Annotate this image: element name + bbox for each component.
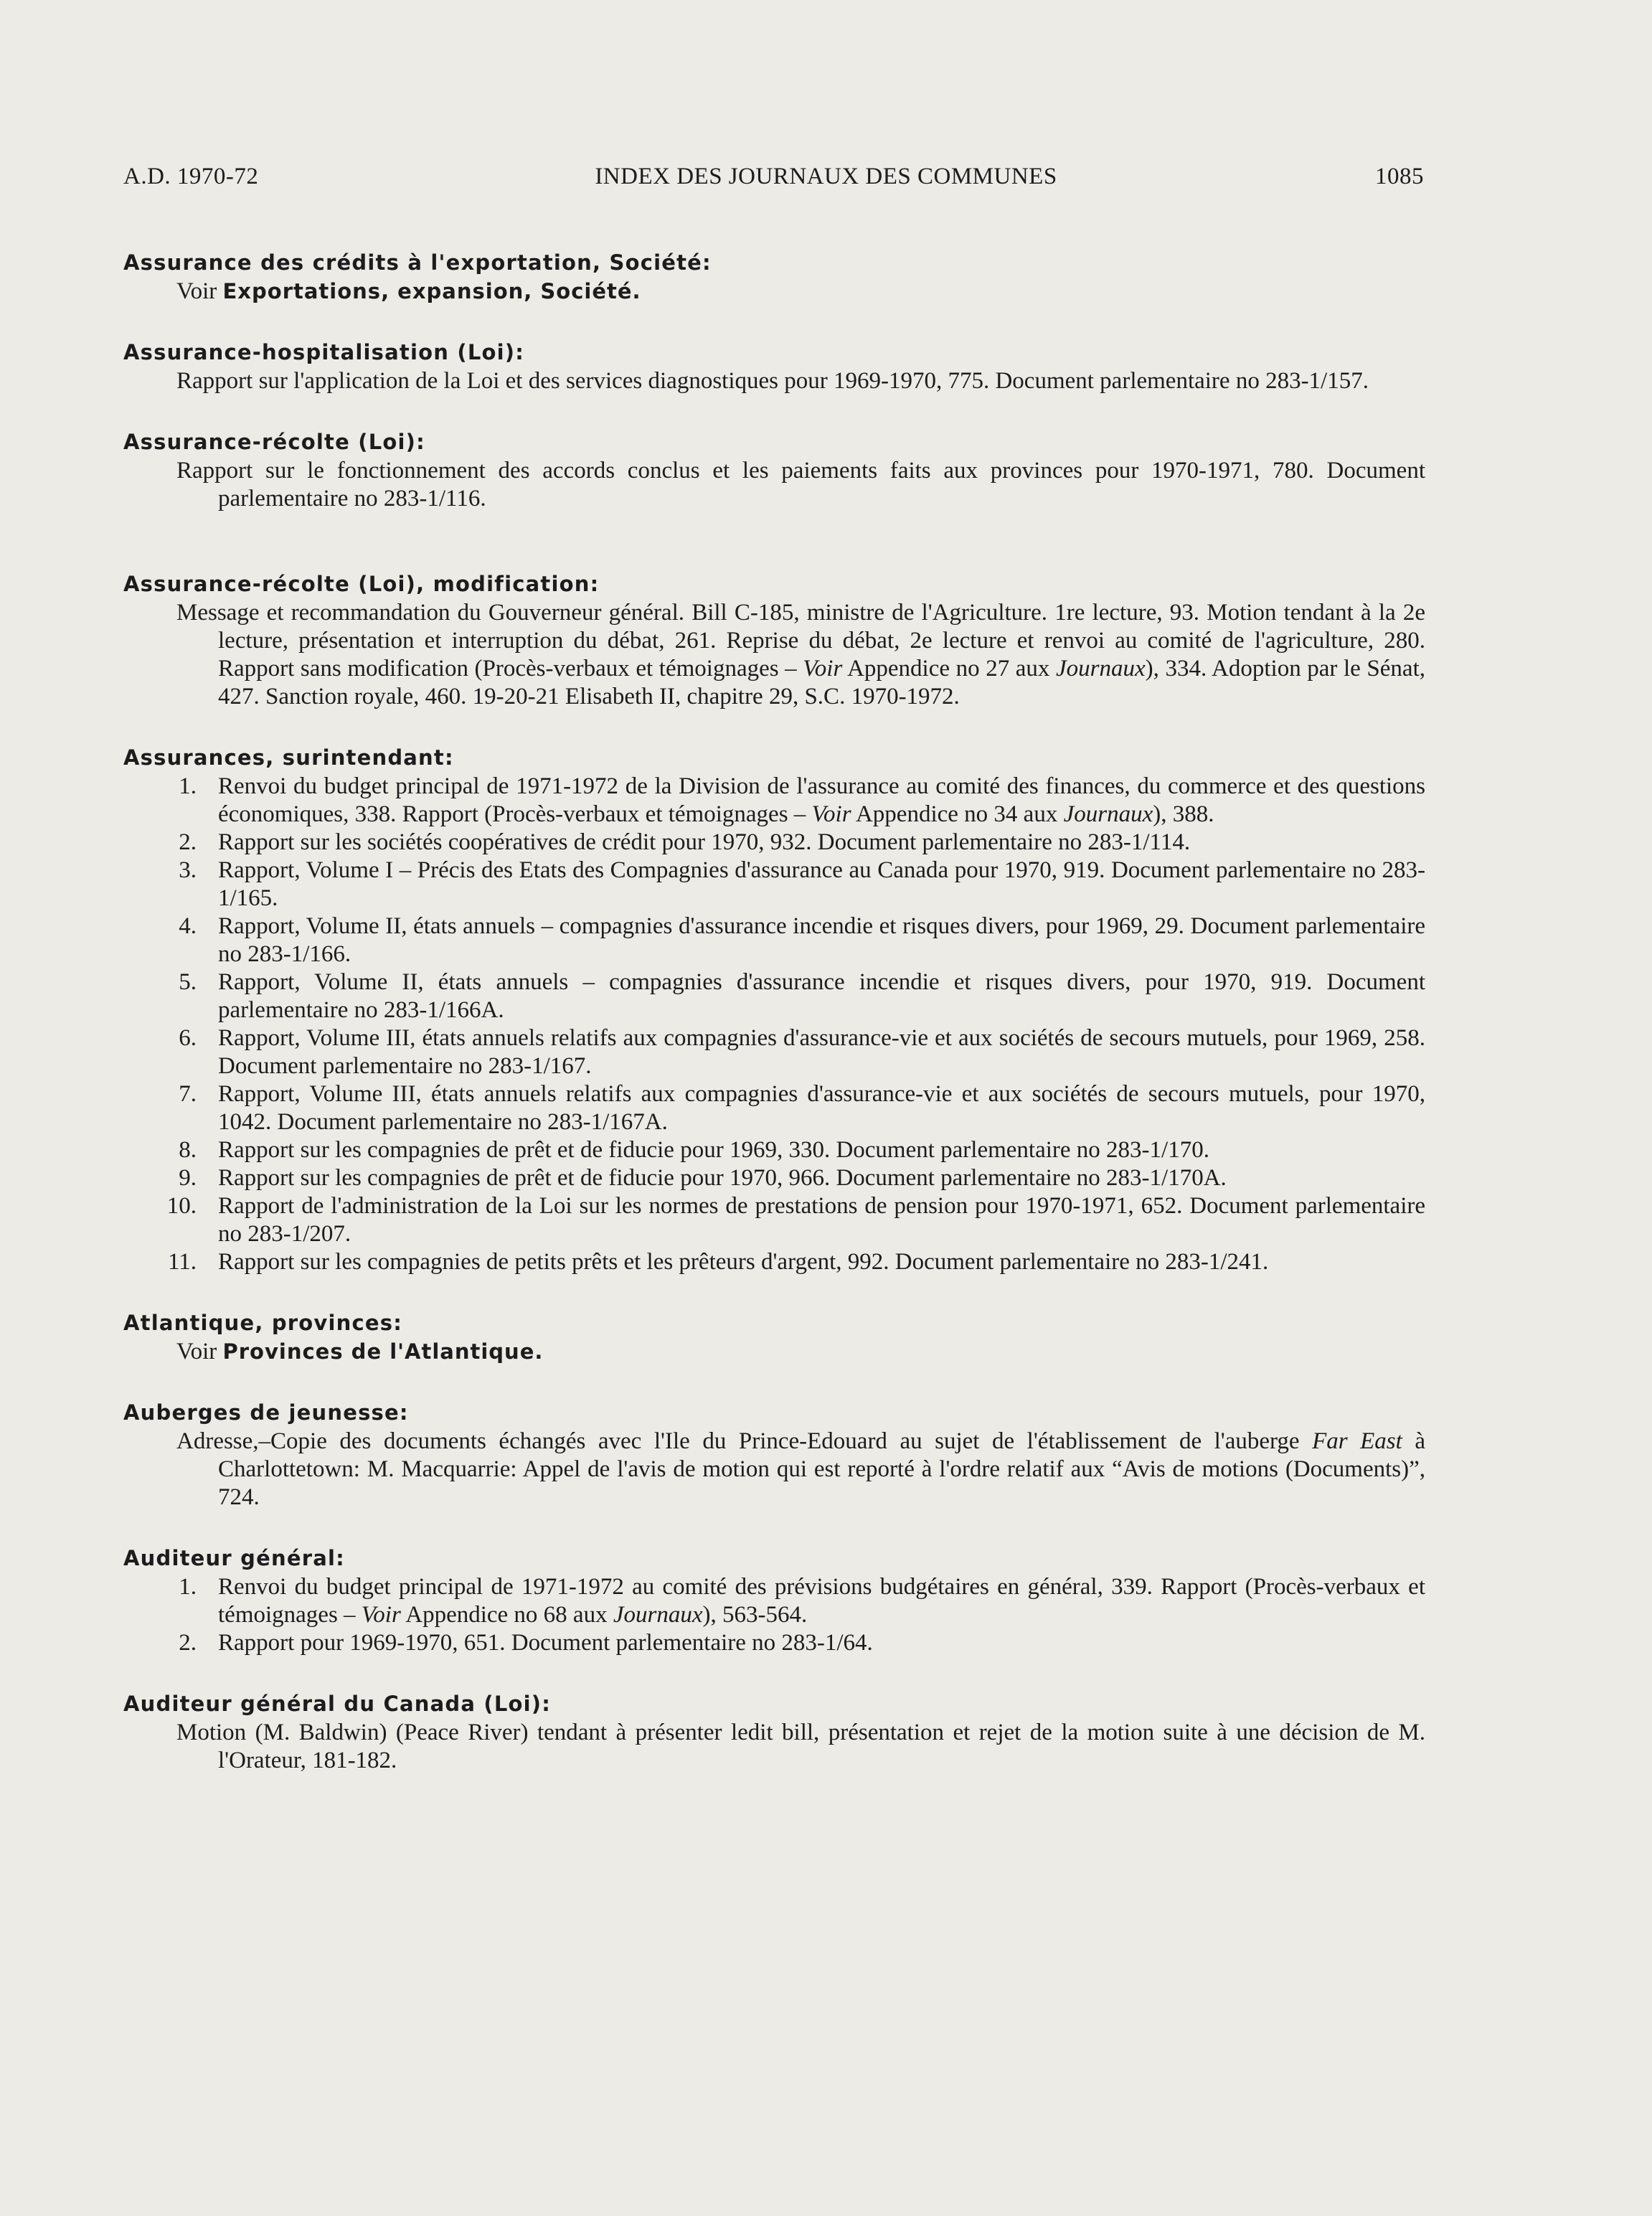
running-header-title: INDEX DES JOURNAUX DES COMMUNES bbox=[595, 164, 1057, 189]
item-text: Rapport sur les compagnies de petits prêts et les prêteurs d'argent, 992. Document parlementaire no 283-1/241. bbox=[218, 1249, 1269, 1275]
index-entry bbox=[123, 1543, 1425, 1657]
entry-heading: Assurance-hospitalisation (Loi): bbox=[123, 340, 525, 364]
item-text: Rapport, Volume III, états annuels relatifs aux compagnies d'assurance-vie et aux sociétés de secours mutuels, pour 1970, 1042. Document parlementaire no 283-1/167A. bbox=[218, 1081, 1425, 1135]
italic-text: Voir bbox=[811, 801, 851, 827]
entry-heading: Assurances, surintendant: bbox=[123, 745, 454, 770]
item-text: Rapport sur les compagnies de prêt et de fiducie pour 1970, 966. Document parlementaire no 283-1/170A. bbox=[218, 1165, 1227, 1191]
entry-text: Rapport sur le fonctionnement des accords conclus et les paiements faits aux provinces pour 1970-1971, 780. Document parlementaire no 283-1/116. bbox=[176, 458, 1425, 511]
item-text: Rapport, Volume I – Précis des Etats des Compagnies d'assurance au Canada pour 1970, 919. Document parlementaire no 283-1/165. bbox=[218, 857, 1425, 911]
entry-text bbox=[123, 599, 1425, 711]
cross-reference: Provinces de l'Atlantique. bbox=[222, 1339, 544, 1364]
item-number: 7. bbox=[179, 1081, 197, 1107]
index-entry bbox=[123, 1689, 1425, 1775]
item-text: Rapport sur les compagnies de prêt et de fiducie pour 1969, 330. Document parlementaire no 283-1/170. bbox=[218, 1137, 1209, 1163]
item-number: 8. bbox=[179, 1137, 197, 1163]
list-item bbox=[123, 1080, 1425, 1136]
text-segment: Appendice no 68 aux bbox=[400, 1602, 613, 1628]
item-number: 1. bbox=[179, 773, 197, 799]
list-item bbox=[123, 1164, 1425, 1192]
list-item bbox=[123, 968, 1425, 1024]
numbered-list bbox=[123, 773, 1425, 1276]
entry-text bbox=[123, 1428, 1425, 1512]
item-number: 2. bbox=[179, 1630, 197, 1656]
item-number: 3. bbox=[179, 857, 197, 883]
list-item bbox=[123, 857, 1425, 913]
list-item bbox=[123, 913, 1425, 968]
item-text: Rapport de l'administration de la Loi sur les normes de prestations de pension pour 1970-1971, 652. Document parlementaire no 283-1/207. bbox=[218, 1193, 1425, 1247]
list-item bbox=[123, 1024, 1425, 1080]
list-item bbox=[123, 1248, 1425, 1276]
index-entry bbox=[123, 337, 1425, 395]
index-entry bbox=[123, 569, 1425, 711]
text-segment: ), 563-564. bbox=[702, 1602, 808, 1628]
italic-text: Journaux bbox=[613, 1602, 703, 1628]
text-segment: ), 388. bbox=[1153, 801, 1214, 827]
see-label: Voir bbox=[176, 1339, 223, 1364]
item-number: 11. bbox=[167, 1249, 197, 1275]
list-item bbox=[123, 1629, 1425, 1657]
page-number: 1085 bbox=[1375, 164, 1424, 189]
index-entry bbox=[123, 1308, 1425, 1366]
entry-heading: Assurance-récolte (Loi): bbox=[123, 430, 425, 454]
text-segment: Adresse,–Copie des documents échangés avec l'Ile du Prince-Edouard au sujet de l'établissement de l'auberge bbox=[176, 1428, 1313, 1454]
text-segment: Appendice no 34 aux bbox=[851, 801, 1064, 827]
entry-heading: Auberges de jeunesse: bbox=[123, 1400, 409, 1425]
entry-heading: Atlantique, provinces: bbox=[123, 1311, 403, 1335]
item-number: 6. bbox=[179, 1025, 197, 1051]
entry-heading: Auditeur général: bbox=[123, 1546, 345, 1570]
item-text: Rapport, Volume II, états annuels – compagnies d'assurance incendie et risques divers, pour 1969, 29. Document parlementaire no 283-1/166. bbox=[218, 913, 1425, 967]
index-entry bbox=[123, 427, 1425, 513]
item-text: Rapport sur les sociétés coopératives de crédit pour 1970, 932. Document parlementaire no 283-1/114. bbox=[218, 829, 1191, 855]
item-number: 5. bbox=[179, 969, 197, 995]
item-number: 2. bbox=[179, 829, 197, 855]
item-text: Rapport pour 1969-1970, 651. Document parlementaire no 283-1/64. bbox=[218, 1630, 873, 1656]
text-segment: Renvoi du budget principal de 1971-1972 de la Division de l'assurance au comité des finances, du commerce et des questions économiques, 338. Rapport (Procès-verbaux et témoignages – bbox=[218, 773, 1425, 827]
entry-text bbox=[123, 278, 1425, 306]
italic-text: Voir bbox=[803, 656, 843, 682]
index-entry bbox=[123, 742, 1425, 1276]
list-item bbox=[123, 773, 1425, 829]
entry-text bbox=[123, 1338, 1425, 1366]
italic-text: Journaux bbox=[1063, 801, 1153, 827]
entry-heading: Auditeur général du Canada (Loi): bbox=[123, 1692, 552, 1716]
item-number: 10. bbox=[166, 1193, 197, 1219]
item-number: 9. bbox=[179, 1165, 197, 1191]
text-segment: Message et recommandation du Gouverneur général. Bill C-185, ministre de l'Agriculture. 1re lecture, 93. Motion tendant à la 2e lecture, présentation et interruption du débat, 261. Reprise du débat, 2e lecture et renvoi au comité de l'agriculture, 280. Rapport sans modification (Procès-verbaux et témoignages – bbox=[176, 600, 1425, 682]
running-header-years: A.D. 1970-72 bbox=[123, 164, 259, 189]
item-number: 1. bbox=[179, 1574, 197, 1600]
index-entry bbox=[123, 247, 1425, 306]
italic-text: Journaux bbox=[1056, 656, 1146, 682]
item-number: 4. bbox=[179, 913, 197, 939]
index-entries bbox=[123, 247, 1425, 1806]
cross-reference: Exportations, expansion, Société. bbox=[222, 279, 641, 303]
entry-text: Motion (M. Baldwin) (Peace River) tendant à présenter ledit bill, présentation et rejet de la motion suite à une décision de M. l'Orateur, 181-182. bbox=[176, 1720, 1425, 1773]
list-item bbox=[123, 829, 1425, 857]
list-item bbox=[123, 1192, 1425, 1248]
text-segment: Appendice no 27 aux bbox=[842, 656, 1057, 682]
text-segment: Renvoi du budget principal de 1971-1972 au comité des prévisions budgétaires en général, 339. Rapport (Procès-verbaux et témoignages – bbox=[218, 1574, 1425, 1628]
index-entry bbox=[123, 1397, 1425, 1512]
text-segment: à Charlottetown: M. Macquarrie: Appel de l'avis de motion qui est reporté à l'ordre relatif aux “Avis de motions (Documents)”, 724. bbox=[218, 1428, 1425, 1510]
entry-text: Rapport sur l'application de la Loi et des services diagnostiques pour 1969-1970, 775. Document parlementaire no 283-1/157. bbox=[176, 368, 1369, 394]
list-item bbox=[123, 1573, 1425, 1629]
entry-heading: Assurance des crédits à l'exportation, Société: bbox=[123, 250, 712, 275]
item-text: Rapport, Volume III, états annuels relatifs aux compagnies d'assurance-vie et aux sociétés de secours mutuels, pour 1969, 258. Document parlementaire no 283-1/167. bbox=[218, 1025, 1425, 1079]
see-label: Voir bbox=[176, 278, 223, 304]
item-text: Rapport, Volume II, états annuels – compagnies d'assurance incendie et risques divers, pour 1970, 919. Document parlementaire no 283-1/166A. bbox=[218, 969, 1425, 1023]
list-item bbox=[123, 1136, 1425, 1164]
italic-text: Voir bbox=[361, 1602, 401, 1628]
numbered-list bbox=[123, 1573, 1425, 1657]
entry-heading: Assurance-récolte (Loi), modification: bbox=[123, 572, 600, 596]
text-segment: ), 334. Adoption par le Sénat, 427. Sanction royale, 460. 19-20-21 Elisabeth II, chapitre 29, S.C. 1970-1972. bbox=[218, 656, 1425, 709]
italic-text: Far East bbox=[1312, 1428, 1402, 1454]
